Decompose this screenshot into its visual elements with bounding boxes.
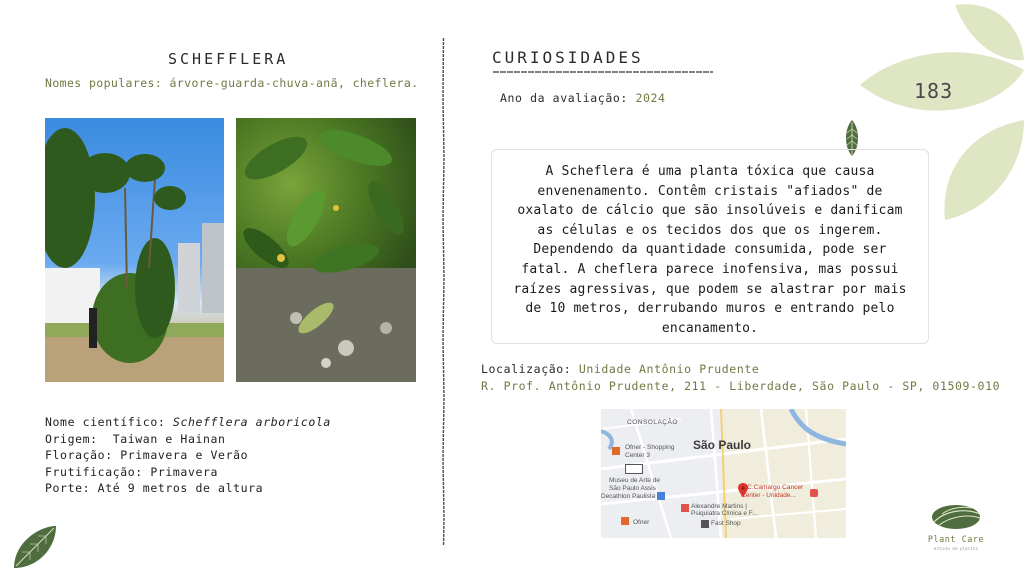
curiosity-box: A Scheflera é uma planta tóxica que causa envenenamento. Contêm cristais "afiados" de oxalato de cálcio que são insolúveis e danificam as células e os tecidos dos que os ingerem. Dependendo da quantidade consumida, pode ser fatal. A cheflera parece inofensiva, mas possui raízes agressivas, que podem se alastrar por mais de 10 metros, derrubando muros e entrando pelo encanamento. bbox=[491, 149, 929, 344]
shopping-icon-2 bbox=[621, 517, 629, 525]
scientific-name-row bbox=[45, 414, 331, 431]
map-city: São Paulo bbox=[693, 438, 752, 452]
map-place-accamargo: A.C.Camargo Cancer bbox=[741, 484, 804, 491]
map-place-ofner-shopping: Ofner - Shopping bbox=[625, 444, 675, 451]
page-number: 183 bbox=[914, 79, 954, 103]
map-place-accamargo-line2: Center - Unidade... bbox=[741, 492, 796, 499]
popular-names: Nomes populares: árvore-guarda-chuva-anã, cheflera. bbox=[45, 76, 419, 90]
size-row: Porte: Até 9 metros de altura bbox=[45, 481, 264, 495]
fruiting-row: Frutificação: Primavera bbox=[45, 464, 219, 479]
map-district: CONSOLAÇÃO bbox=[627, 419, 678, 426]
map-place-masp-line2: São Paulo Assis bbox=[609, 485, 656, 492]
shop-icon bbox=[701, 520, 709, 528]
logo-tagline: estudo de plantas bbox=[933, 546, 979, 551]
map-place-ofner: Ofner bbox=[633, 519, 650, 526]
scientific-name-value: Schefflera arboricola bbox=[172, 415, 331, 429]
plant-photo-tree bbox=[45, 118, 224, 382]
bottom-leaf-icon bbox=[10, 522, 60, 572]
map-place-alexandre-line2: Psiquiatra Clínica e F... bbox=[691, 510, 758, 517]
map-place-fastshop: Fast Shop bbox=[711, 520, 741, 527]
plant-facts bbox=[45, 414, 331, 497]
store-icon bbox=[657, 492, 665, 500]
map-place-alexandre: Alexandre Martins | bbox=[691, 503, 747, 510]
title-underline bbox=[493, 70, 713, 74]
hospital-icon-2 bbox=[810, 489, 818, 497]
map-place-ofner-shopping-line2: Center 3 bbox=[625, 452, 650, 459]
map-place-masp: Museu de Arte de bbox=[609, 477, 660, 484]
plant-title: SCHEFFLERA bbox=[168, 50, 289, 68]
decorative-leaves-icon bbox=[860, 0, 1024, 225]
year-value: 2024 bbox=[635, 91, 666, 105]
location-label: Localização: bbox=[481, 362, 572, 376]
map-place-decathlon: Decathlon Paulista bbox=[601, 493, 656, 500]
plant-care-logo bbox=[922, 500, 992, 534]
museum-icon bbox=[625, 464, 643, 474]
column-divider bbox=[441, 38, 446, 546]
flowering-row: Floração: Primavera e Verão bbox=[45, 448, 249, 462]
logo-name: Plant Care bbox=[927, 535, 985, 545]
evaluation-year bbox=[500, 91, 666, 105]
origin-row: Origem: Taiwan e Hainan bbox=[45, 431, 226, 446]
location-block bbox=[481, 361, 1000, 394]
shopping-icon bbox=[612, 447, 620, 455]
plant-photo-leaves bbox=[236, 118, 416, 382]
address: R. Prof. Antônio Prudente, 211 - Liberdade, São Paulo - SP, 01509-010 bbox=[481, 378, 1001, 393]
location-map[interactable] bbox=[601, 409, 846, 538]
location-value: Unidade Antônio Prudente bbox=[578, 362, 760, 376]
year-label: Ano da avaliação: bbox=[500, 91, 628, 105]
section-title: CURIOSIDADES bbox=[492, 48, 644, 67]
tree-illustration bbox=[45, 118, 224, 382]
scientific-name-label: Nome científico: bbox=[45, 415, 166, 429]
leaves-illustration bbox=[236, 118, 416, 382]
hospital-icon bbox=[681, 504, 689, 512]
